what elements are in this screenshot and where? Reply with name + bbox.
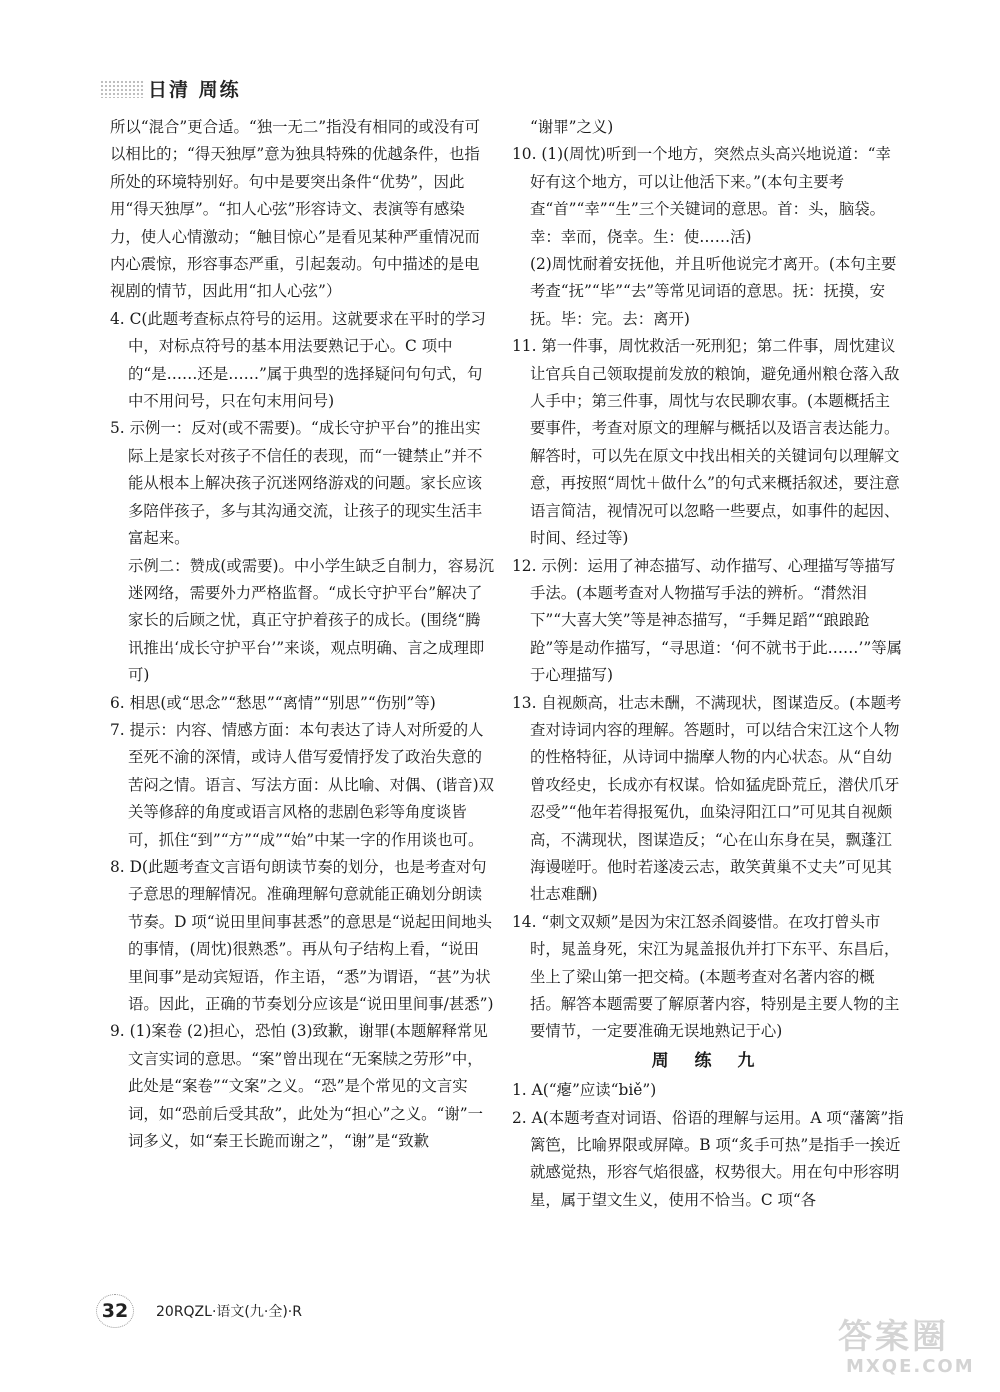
page-footer (96, 1296, 302, 1326)
running-header (100, 76, 252, 100)
answer-continuation: “谢罪”之义) (530, 118, 614, 136)
answer-item: 4. C(此题考查标点符号的运用。这就要求在平时的学习中，对标点符号的基本用法要熟记于心。C 项中的“是……还是……”属于典型的选择疑问句句式，句中不用问号，只在句末用问号) (110, 309, 486, 411)
page-number: 32 (96, 1294, 134, 1328)
running-header-title: 日清 周练 (148, 78, 241, 101)
answer-item: 9. (1)案卷 (2)担心，恐怕 (3)致歉，谢罪(本题解释常见文言实词的意思。“案”曾出现在“无案牍之劳形”中，此处是“案卷”“文案”之义。“恐”是个常见的文言实词，如“恐前后受其敌”，此处为“担心”之义。“谢”一词多义，如“秦王长跪而谢之”，“谢”是“致歉 (110, 1022, 488, 1151)
answer-item: 2. A(本题考查对词语、俗语的理解与运用。A 项“藩篱”指篱笆，比喻界限或屏障。B 项“炙手可热”是指手一挨近就感觉热，形容气焰很盛，权势很大。用在句中形容明星，属于望文生义，使用不恰当。C 项“各 (512, 1108, 904, 1209)
answer-item: 7. 提示：内容、情感方面：本句表达了诗人对所爱的人至死不渝的深情，或诗人借写爱情抒发了政治失意的苦闷之情。语言、写法方面：从比喻、对偶、(谐音)双关等修辞的角度或语言风格的悲剧色彩等角度谈皆可，抓住“到”“方”“成”“始”中某一字的作用谈也可。 (110, 720, 494, 849)
answer-item: 13. 自视颇高，壮志未酬，不满现状，图谋造反。(本题考查对诗词内容的理解。答题时，可以结合宋江这个人物的性格特征，从诗词中揣摩人物的内心状态。从“自幼曾攻经史，长成亦有权谋。恰如猛虎卧荒丘，潜伏爪牙忍受”“他年若得报冤仇，血染浔阳江口”可见其自视颇高，不满现状，图谋造反；“心在山东身在吴，飘蓬江海谩嗟吁。他时若遂凌云志，敢笑黄巢不丈夫”可见其壮志难酬) (512, 693, 902, 904)
site-watermark-logo (838, 1318, 986, 1384)
answer-item: 11. 第一件事，周忱救活一死刑犯；第二件事，周忱建议让官兵自己领取提前发放的粮饷，避免通州粮仓落入敌人手中；第三件事，周忱与农民聊农事。(本题概括主要事件，考查对原文的理解与概括以及语言表达能力。解答时，可以先在原文中找出相关的关键词句以理解文意，再按照“周忱＋做什么”的句式来概括叙述，要注意语言简洁，视情况可以忽略一些要点，如事件的起因、时间、经过等) (512, 337, 900, 548)
answer-item: 8. D(此题考查文言语句朗读节奏的划分，也是考查对句子意思的理解情况。准确理解句意就能正确划分朗读节奏。D 项“说田里间事甚悉”的意思是“说起田间地头的事情，(周忱)很熟悉”。再从句子结构上看，“说田里间事”是动宾短语，作主语，“悉”为谓语，“甚”为状语。因此，正确的节奏划分应该是“说田里间事/甚悉”) (110, 857, 494, 1013)
left-column (110, 114, 494, 1155)
answer-item: 6. 相思(或“思念”“愁思”“离情”“别思”“伤别”等) (110, 693, 436, 712)
answer-paragraph: 所以“混合”更合适。“独一无二”指没有相同的或没有可以相比的；“得天独厚”意为独具特殊的优越条件，也指所处的环境特别好。句中是要突出条件“优势”，因此用“得天独厚”。“扣人心弦”形容诗文、表演等有感染力，使人心情激动；“触目惊心”是看见某种严重情况而内心震惊，形容事态严重，引起轰动。句中描述的是电视剧的情节，因此用“扣人心弦”） (110, 118, 481, 301)
answer-continuation: 示例二：赞成(或需要)。中小学生缺乏自制力，容易沉迷网络，需要外力严格监督。“成长守护平台”解决了家长的后顾之忧，真正守护着孩子的成长。(围绕“腾讯推出‘成长守护平台’”来谈，观点明确、言之成理即可) (128, 556, 494, 685)
answer-item: 5. 示例一：反对(或不需要)。“成长守护平台”的推出实际上是家长对孩子不信任的表现，而“一键禁止”并不能从根本上解决孩子沉迷网络游戏的问题。家长应该多陪伴孩子，多与其沟通交流，让孩子的现实生活丰富起来。 (110, 419, 483, 548)
answer-item: 14. “刺文双颊”是因为宋江怒杀阎婆惜。在攻打曾头市时，晁盖身死，宋江为晁盖报仇并打下东平、东昌后，坐上了梁山第一把交椅。(本题考查对名著内容的概括。解答本题需要了解原著内容，特别是主要人物的主要情节，一定要准确无误地熟记于心) (512, 912, 900, 1041)
section-heading: 周 练 九 (651, 1050, 765, 1071)
answer-item: 1. A(“瘪”应读“biě”) (512, 1081, 657, 1100)
answer-item: 12. 示例：运用了神态描写、动作描写、心理描写等描写手法。(本题考查对人物描写手法的辨析。“潸然泪下”“大喜大笑”等是神态描写，“手舞足蹈”“踉踉跄跄”等是动作描写，“寻思道：‘何不就书于此……’”等属于心理描写) (512, 556, 902, 685)
right-column (512, 114, 904, 1214)
book-code: 20RQZL·语文(九·全)·R (156, 1304, 302, 1320)
watermark-bottom-text: MXQE.COM (846, 1356, 975, 1377)
answer-item: 10. (1)(周忱)听到一个地方，突然点头高兴地说道：“幸好有这个地方，可以让他活下来。”(本句主要考查“首”“幸”“生”三个关键词的意思。首：头，脑袋。幸：幸而，侥幸。生：使……活) (512, 145, 891, 246)
answer-continuation: (2)周忱耐着安抚他，并且听他说完才离开。(本句主要考查“抚”“毕”“去”等常见词语的意思。抚：抚摸，安抚。毕：完。去：离开) (530, 255, 897, 328)
watermark-top-text: 答案圈 (838, 1317, 949, 1357)
